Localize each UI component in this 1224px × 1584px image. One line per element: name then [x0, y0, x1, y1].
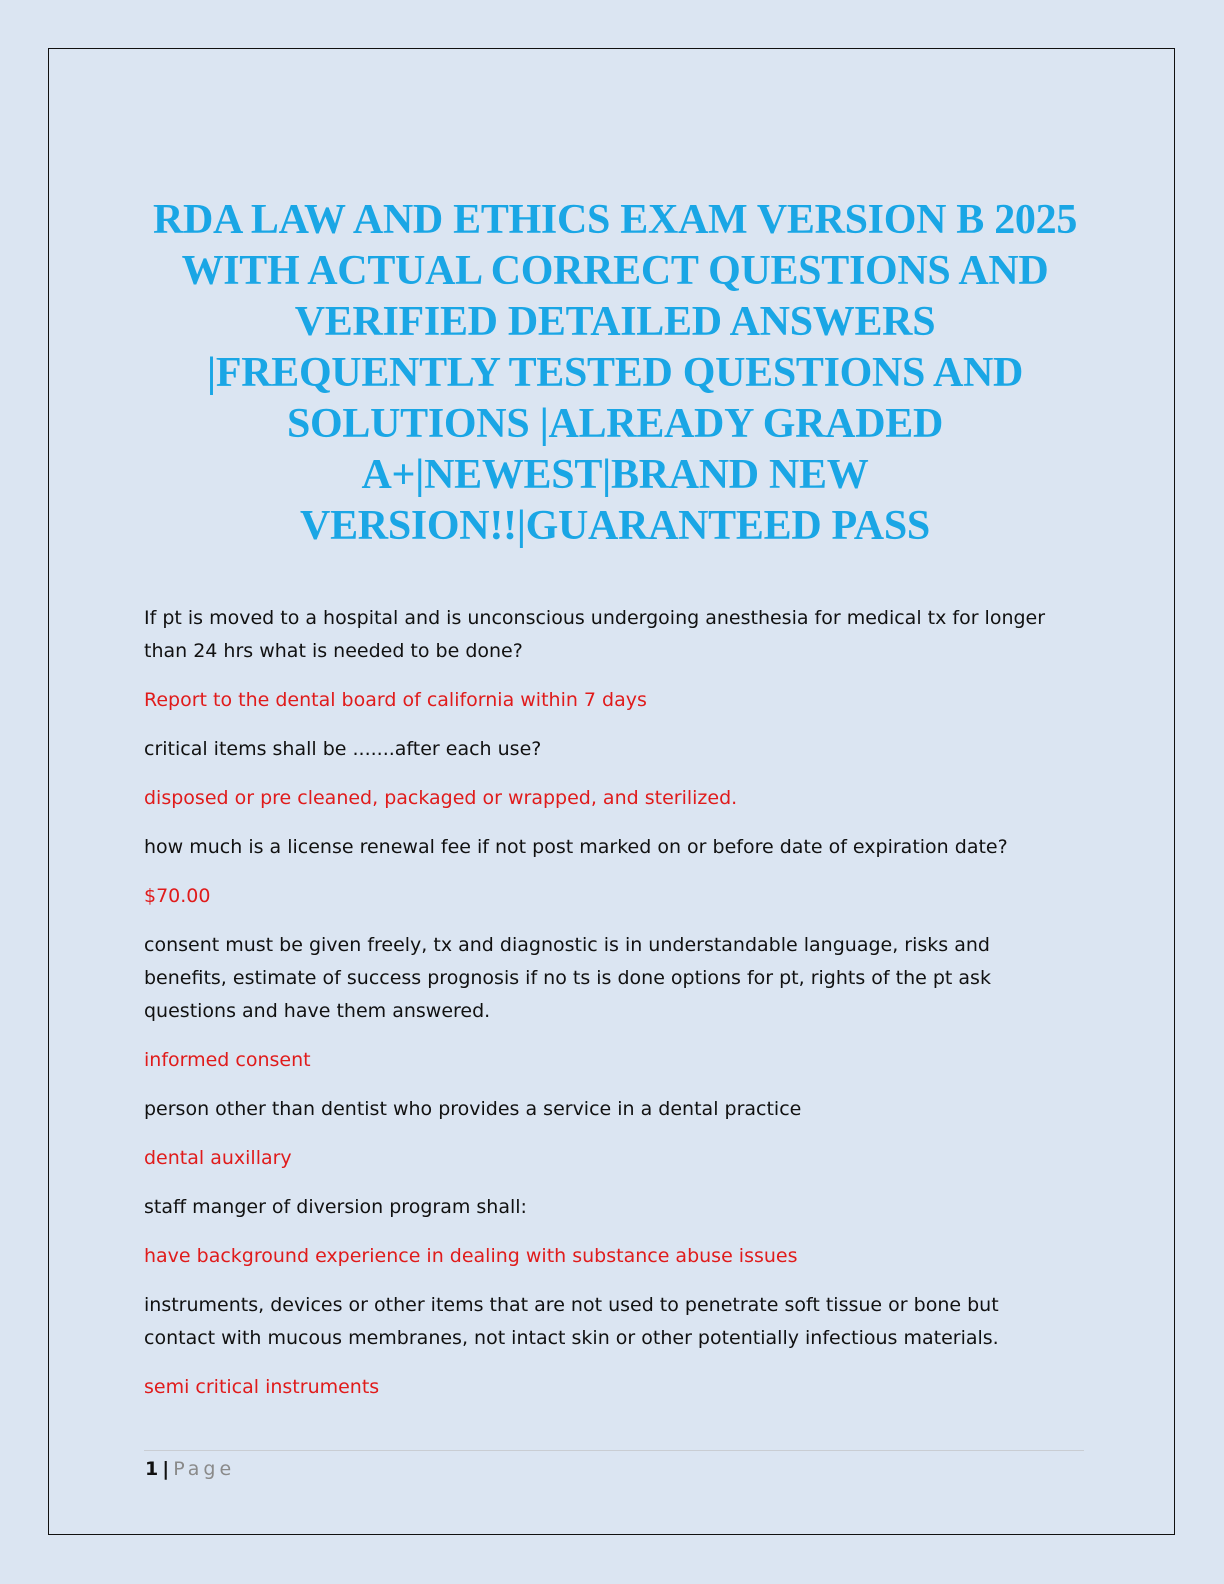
document-title: RDA LAW AND ETHICS EXAM VERSION B 2025 WITH ACTUAL CORRECT QUESTIONS AND VERIFIED DETAILED ANSWERS |FREQUENTLY TESTED QUESTIONS AND SOLUTIONS |ALREADY GRADED A+|NEWEST|BRAND NEW VERSION!!|GUARANTEED PASS: [152, 197, 1078, 549]
page-footer: [145, 1455, 235, 1483]
answer-text: semi critical instruments: [144, 1376, 380, 1398]
answer-text: Report to the dental board of california within 7 days: [144, 689, 647, 711]
question-text: consent must be given freely, tx and diagnostic is in understandable language, risks and benefits, estimate of success prognosis if no ts is done options for pt, rights of the pt ask questions and have them answered.: [144, 934, 991, 1022]
question-text: critical items shall be .......after each use?: [144, 738, 542, 760]
footer-divider: [144, 1450, 1084, 1451]
answer-text: dental auxillary: [144, 1147, 292, 1169]
footer-separator: |: [162, 1458, 170, 1480]
answer-text: $70.00: [144, 885, 211, 907]
page-number: 1: [145, 1458, 159, 1480]
answer-text: informed consent: [144, 1049, 311, 1071]
question-text: person other than dentist who provides a service in a dental practice: [144, 1098, 802, 1120]
page-label: Page: [173, 1458, 236, 1480]
answer-text: have background experience in dealing with substance abuse issues: [144, 1245, 798, 1267]
question-text: staff manger of diversion program shall:: [144, 1196, 527, 1218]
question-text: instruments, devices or other items that are not used to penetrate soft tissue or bone but contact with mucous membranes, not intact skin or other potentially infectious materials.: [144, 1294, 999, 1349]
answer-text: disposed or pre cleaned, packaged or wrapped, and sterilized.: [144, 787, 738, 809]
question-text: If pt is moved to a hospital and is unconscious undergoing anesthesia for medical tx for longer than 24 hrs what is needed to be done?: [144, 607, 1046, 662]
qa-list: [144, 602, 1064, 1420]
question-text: how much is a license renewal fee if not post marked on or before date of expiration date?: [144, 836, 1008, 858]
